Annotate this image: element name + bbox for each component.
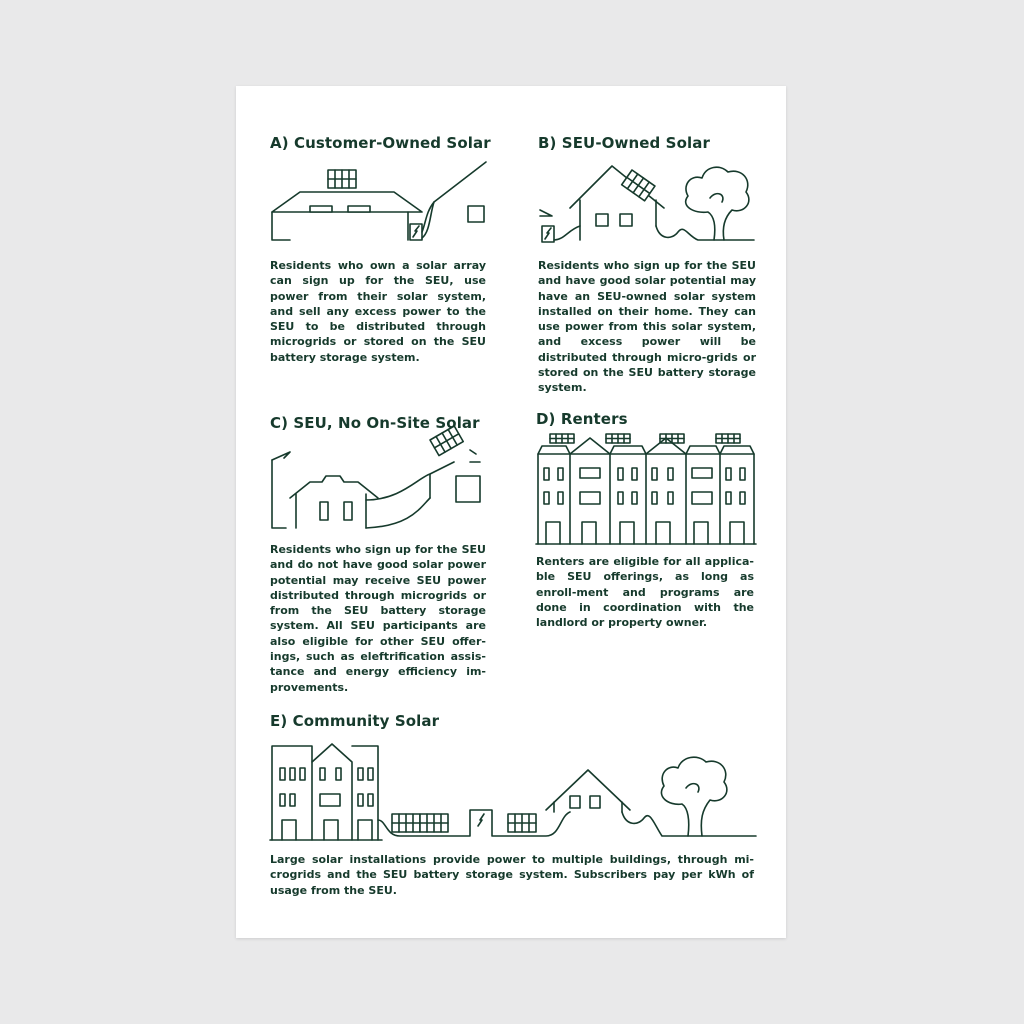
section-title: A) Customer-Owned Solar (270, 134, 491, 152)
tree-icon (661, 757, 726, 836)
section-text: Residents who own a solar array can sign up for the SEU, use power from their solar system, and sell any excess power to the SEU to be distributed through microgrids or stored on the SEU battery storage system. (270, 259, 486, 364)
section-customer-owned-solar (270, 134, 490, 364)
section-title: E) Community Solar (270, 712, 440, 730)
section-seu-no-on-site-solar (270, 414, 490, 694)
section-text: Renters are eligible for all applica-ble SEU offerings, as long as enroll-ment and programs are done in coordination with the landlord or property owner. (536, 555, 754, 630)
community-solar-icon (270, 740, 756, 844)
solar-panel-icon (420, 814, 448, 832)
solar-panel-icon (328, 170, 356, 188)
house-icon (270, 162, 490, 244)
section-title: C) SEU, No On-Site Solar (270, 414, 480, 432)
solar-panel-icon (392, 814, 420, 832)
solar-panel-icon (508, 814, 536, 832)
house-icon (538, 160, 758, 248)
battery-icon (478, 814, 484, 826)
section-seu-owned-solar (538, 134, 758, 394)
townhouse-row-icon (536, 434, 756, 548)
section-title: D) Renters (536, 410, 628, 428)
house-icon (270, 438, 490, 534)
section-text: Large solar installations provide power to multiple buildings, through mi-crogrids and the SEU battery storage system. Subscribers pay per kWh of usage from the SEU. (270, 853, 754, 897)
section-text: Residents who sign up for the SEU and do not have good solar power potential may receive SEU power distributed through microgrids or from the SEU battery storage system. All SEU participants are also eligible for other SEU offer-ings, such as eleftrification assis-tance and energy efficiency im-provements. (270, 543, 486, 694)
battery-icon (456, 476, 480, 502)
section-renters (536, 410, 756, 640)
flyer-sheet (236, 86, 786, 938)
tree-icon (686, 167, 749, 240)
section-text: Residents who sign up for the SEU and have good solar potential may have an SEU-owned solar system installed on their home. They can use power from this solar system, and excess power will be distributed through micro-grids or stored on the SEU battery storage system. (538, 259, 756, 395)
section-community-solar (270, 712, 760, 912)
section-title: B) SEU-Owned Solar (538, 134, 710, 152)
